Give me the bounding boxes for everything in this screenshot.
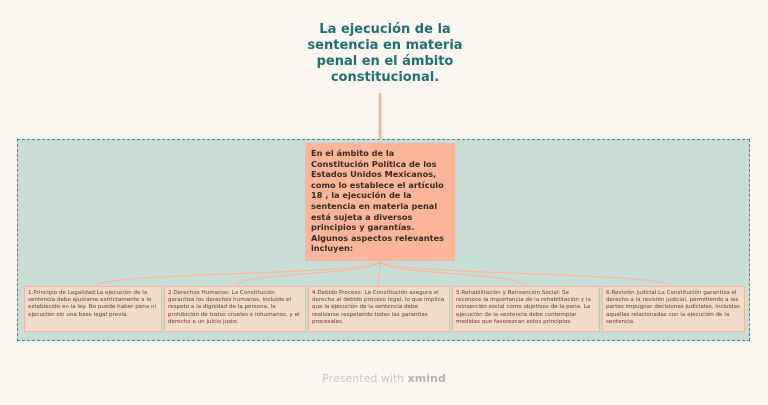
- branch-line-1: [95, 261, 380, 286]
- subtopic-derechos-humanos[interactable]: 2.Derechos Humanos: La Constitución garantiza los derechos humanos, incluido el respeto a la dignidad de la persona, la prohibición de tratos crueles e inhumanos, y el derecho a un juicio justo.: [164, 286, 306, 332]
- footer-brand-logo: xmind: [407, 372, 446, 385]
- branch-line-2: [235, 261, 380, 286]
- subtopic-revision-judicial[interactable]: 6.Revisión Judicial:La Constitución garantiza el derecho a la revisión judicial, permitiendo a las partes impugnar decisiones judiciales, incluidas aquellas relacionadas con la ejecución de la sentencia.: [602, 286, 745, 332]
- subtopic-legalidad[interactable]: 1.Principio de Legalidad:La ejecución de la sentencia debe ajustarse estrictamente a lo establecido en la ley. No puede haber pena ni ejecución sin una base legal previa.: [24, 286, 162, 332]
- subtopic-rehabilitacion[interactable]: 5.Rehabilitación y Reinserción Social: Se reconoce la importancia de la rehabilitación y la reinserción social como objetivos de la pena. La ejecución de la sentencia debe contemplar medidas que favorezcan estos principios.: [452, 286, 600, 332]
- branch-line-4: [380, 261, 525, 286]
- branch-line-3: [378, 261, 380, 286]
- footer-presented-with: Presented with: [322, 372, 405, 385]
- footer-credit: [0, 372, 768, 385]
- central-topic[interactable]: En el ámbito de la Constitución Política de los Estados Unidos Mexicanos, como lo establece el artículo 18 , la ejecución de la sentencia en materia penal está sujeta a diversos principios y garantías. Algunos aspectos relevantes incluyen:: [305, 143, 455, 261]
- branch-line-5: [380, 261, 670, 286]
- subtopic-debido-proceso[interactable]: 4.Debido Proceso: La Constitución asegura el derecho al debido proceso legal, lo que implica que la ejecución de la sentencia debe realizarse respetando todas las garantías procesales.: [308, 286, 450, 332]
- main-topic-title[interactable]: La ejecución de la sentencia en materia penal en el ámbito constitucional.: [307, 22, 463, 85]
